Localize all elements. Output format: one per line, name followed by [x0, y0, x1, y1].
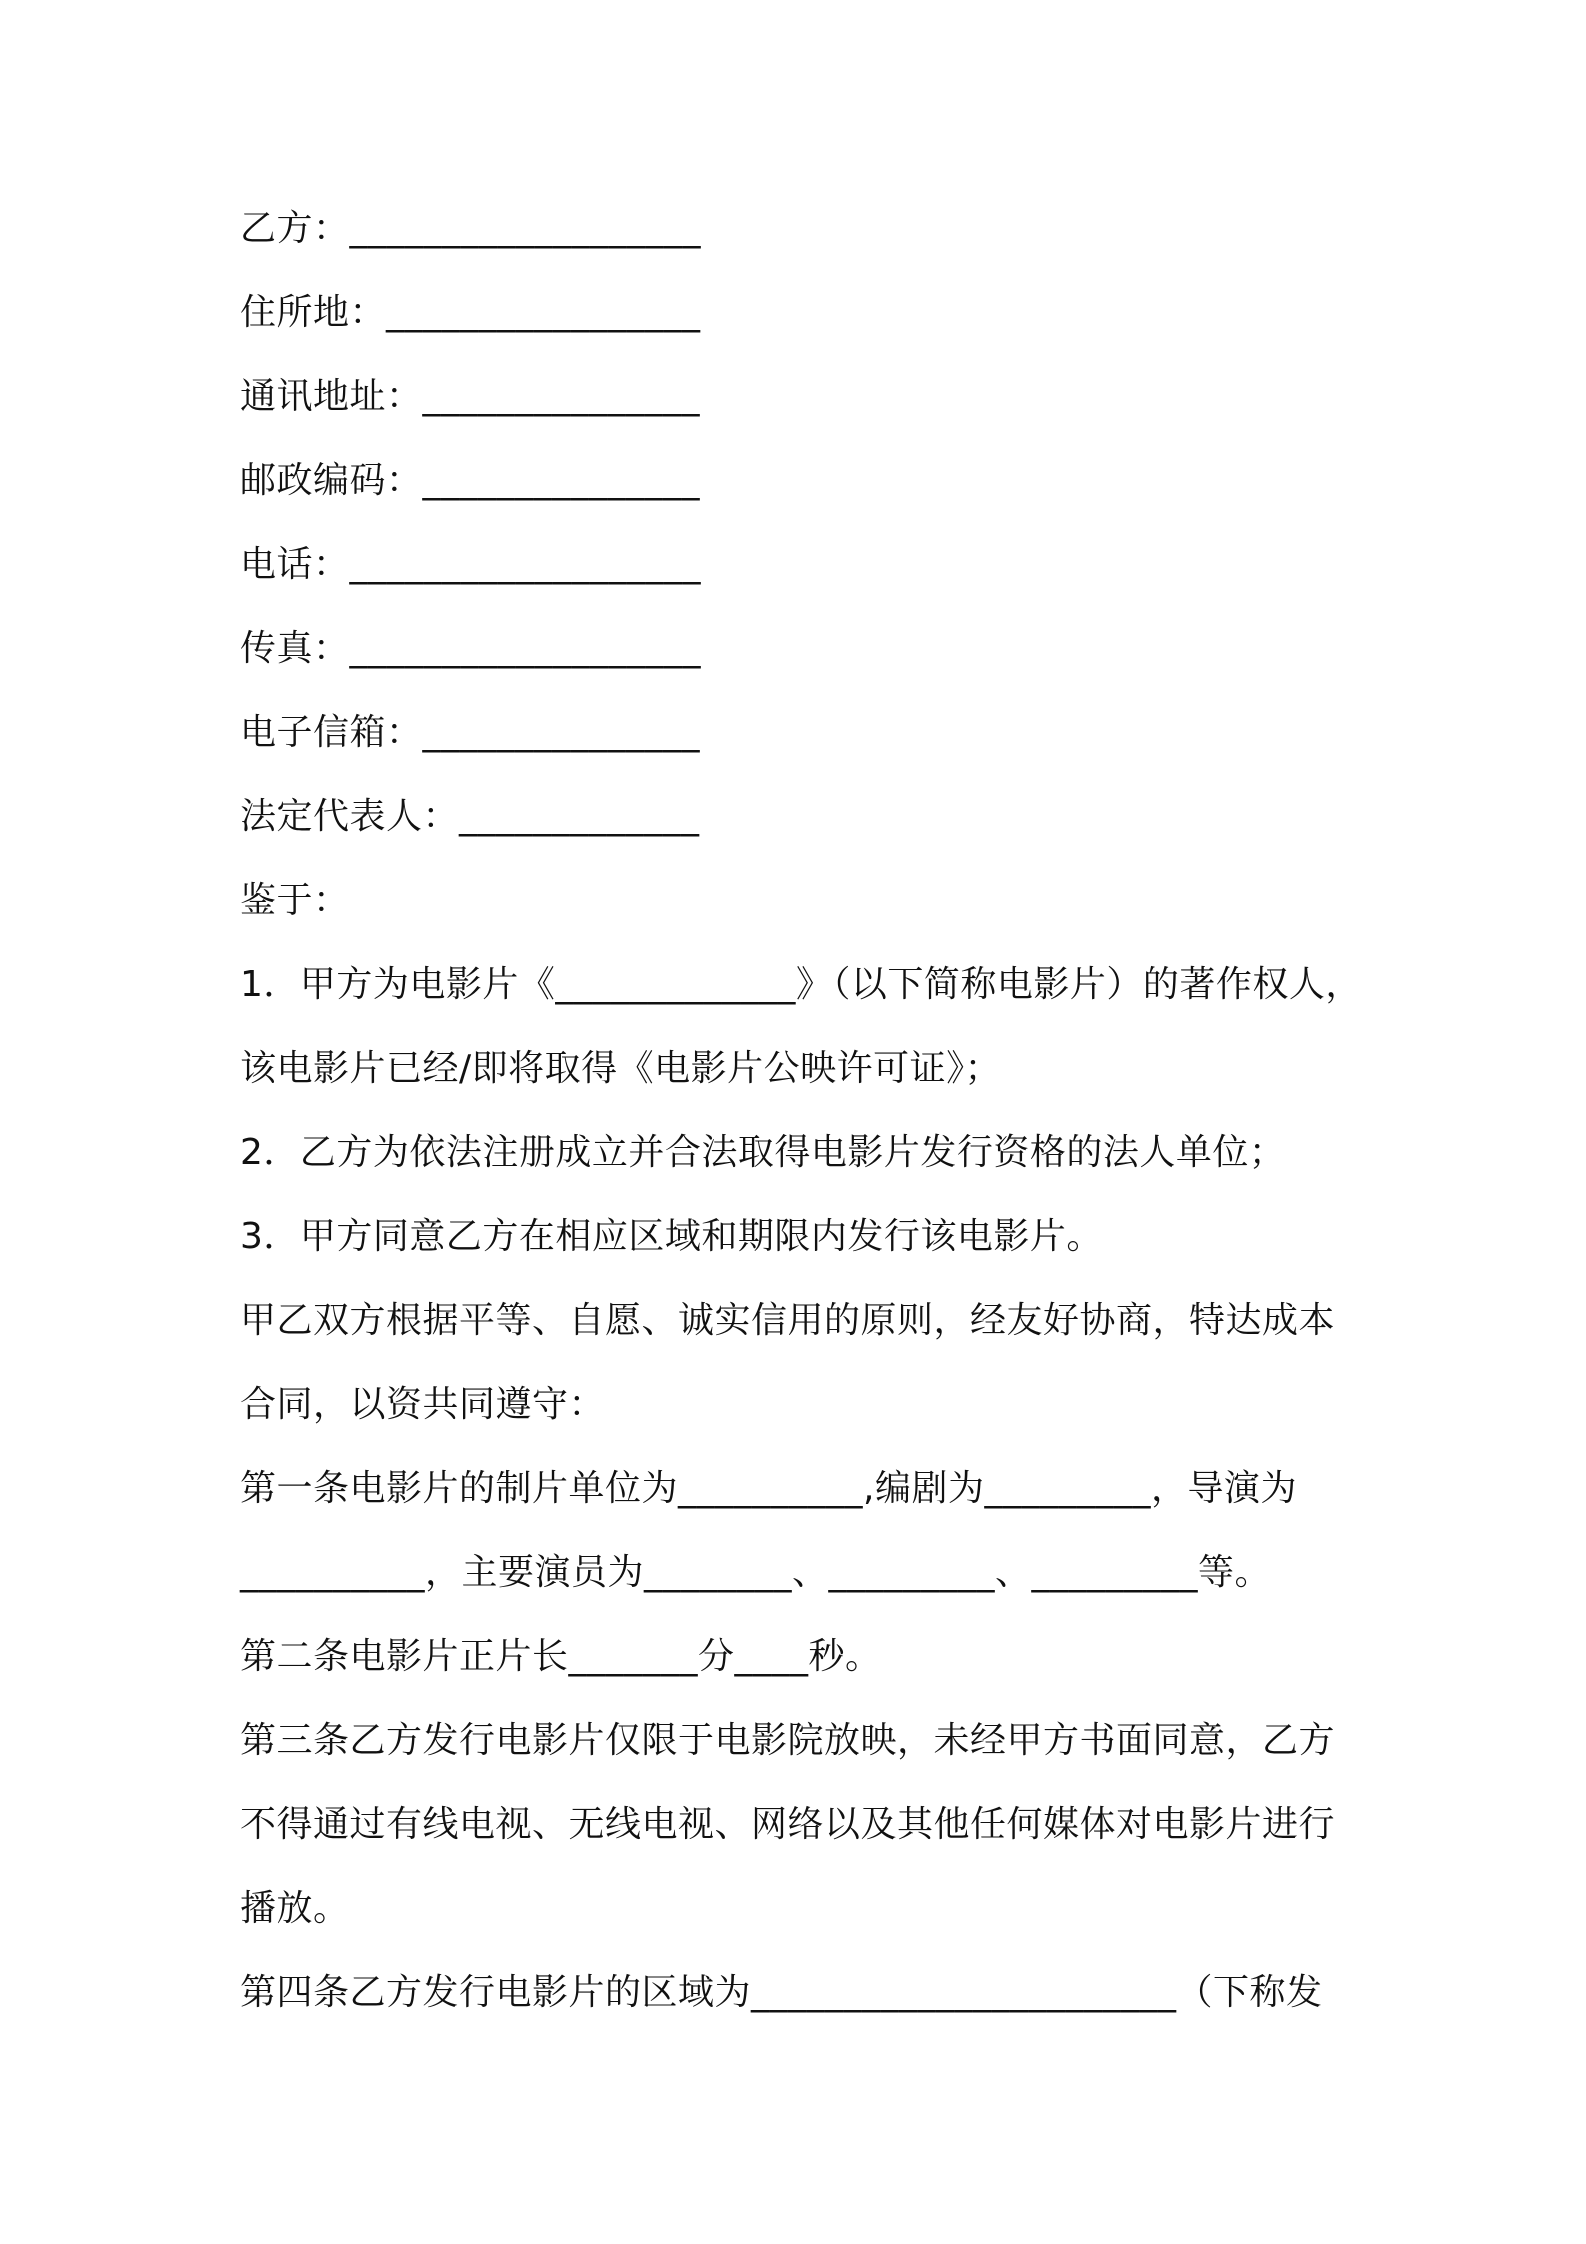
article-3b: 不得通过有线电视、无线电视、网络以及其他任何媒体对电影片进行 — [240, 1804, 1336, 1845]
party-b-line: 乙方：___________________ — [240, 208, 702, 249]
whereas-item-2: 2．乙方为依法注册成立并合法取得电影片发行资格的法人单位； — [240, 1132, 1286, 1173]
address-line: 住所地：_________________ — [240, 292, 701, 333]
fax-line: 传真：___________________ — [240, 628, 702, 669]
whereas-heading: 鉴于： — [240, 880, 350, 921]
article-2: 第二条电影片正片长_______分____秒。 — [240, 1636, 882, 1677]
mailing-address-line: 通讯地址：_______________ — [240, 376, 701, 417]
article-3a: 第三条乙方发行电影片仅限于电影院放映，未经甲方书面同意，乙方 — [240, 1720, 1336, 1761]
whereas-item-3: 3．甲方同意乙方在相应区域和期限内发行该电影片。 — [240, 1216, 1103, 1257]
whereas-item-1b: 该电影片已经/即将取得《电影片公映许可证》； — [240, 1048, 1002, 1089]
article-4a: 第四条乙方发行电影片的区域为_______________________（下称发 — [240, 1972, 1323, 2013]
legal-representative-line: 法定代表人：_____________ — [240, 796, 700, 837]
article-1a: 第一条电影片的制片单位为__________,编剧为_________，导演为 — [240, 1468, 1297, 1509]
whereas-item-1a: 1．甲方为电影片《_____________》（以下简称电影片）的著作权人， — [240, 964, 1362, 1005]
postal-code-line: 邮政编码：_______________ — [240, 460, 701, 501]
agreement-intro-b: 合同，以资共同遵守： — [240, 1384, 606, 1425]
phone-line: 电话：___________________ — [240, 544, 702, 585]
agreement-intro-a: 甲乙双方根据平等、自愿、诚实信用的原则，经友好协商，特达成本 — [240, 1300, 1336, 1341]
article-1b: __________，主要演员为________、_________、_________等。 — [240, 1552, 1272, 1593]
article-3c: 播放。 — [240, 1888, 350, 1929]
email-line: 电子信箱：_______________ — [240, 712, 701, 753]
